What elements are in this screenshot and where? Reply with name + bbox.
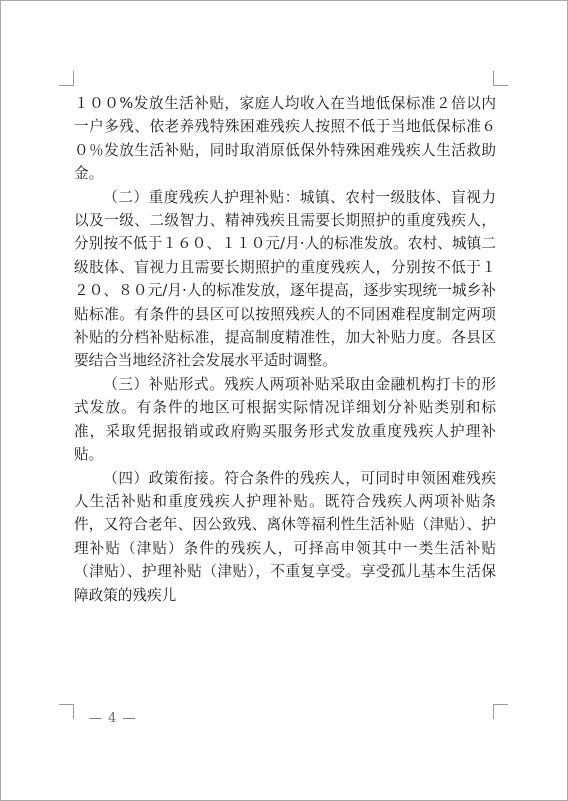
paragraph-nursing-subsidy: （二）重度残疾人护理补贴：城镇、农村一级肢体、盲视力以及一级、二级智力、精神残疾且需要长期照护的重度残疾人，分别按不低于１６０、１１０元/月·人的标准发放。农村、城镇二级肢体、盲视力且需要长期照护的重度残疾人，分别按不低于１２０、８０元/月·人的标准发放，逐年提高，逐步实现统一城乡补贴标准。有条件的县区可以按照残疾人的不同困难程度制定两项补贴的分档补贴标准，提高制度精准性，加大补贴力度。各县区要结合当地经济社会发展水平适时调整。 <box>74 188 496 370</box>
paragraph-policy-connection: （四）政策衔接。符合条件的残疾人，可同时申领困难残疾人生活补贴和重度残疾人护理补贴。既符合残疾人两项补贴条件，又符合老年、因公致残、离休等福利性生活补贴（津贴）、护理补贴（津贴）条件的残疾人，可择高申领其中一类生活补贴（津贴）、护理补贴（津贴），不重复享受。享受孤儿基本生活保障政策的残疾儿 <box>74 469 496 604</box>
margin-corner-mark-top-right <box>493 71 508 86</box>
paragraph-subsidy-form: （三）补贴形式。残疾人两项补贴采取由金融机构打卡的形式发放。有条件的地区可根据实际情况详细划分补贴类别和标准，采取凭据报销或政府购买服务形式发放重度残疾人护理补贴。 <box>74 375 496 464</box>
margin-corner-mark-bottom-left <box>59 704 74 719</box>
document-body <box>74 92 496 607</box>
margin-corner-mark-top-left <box>59 71 74 86</box>
paragraph-continuation: １００%发放生活补贴，家庭人均收入在当地低保标准２倍以内一户多残、依老养残特殊困难残疾人按照不低于当地低保标准６０％发放生活补贴，同时取消原低保外特殊困难残疾人生活救助金。 <box>74 95 496 183</box>
margin-corner-mark-bottom-right <box>493 704 508 719</box>
page-number: — 4 — <box>89 711 137 726</box>
